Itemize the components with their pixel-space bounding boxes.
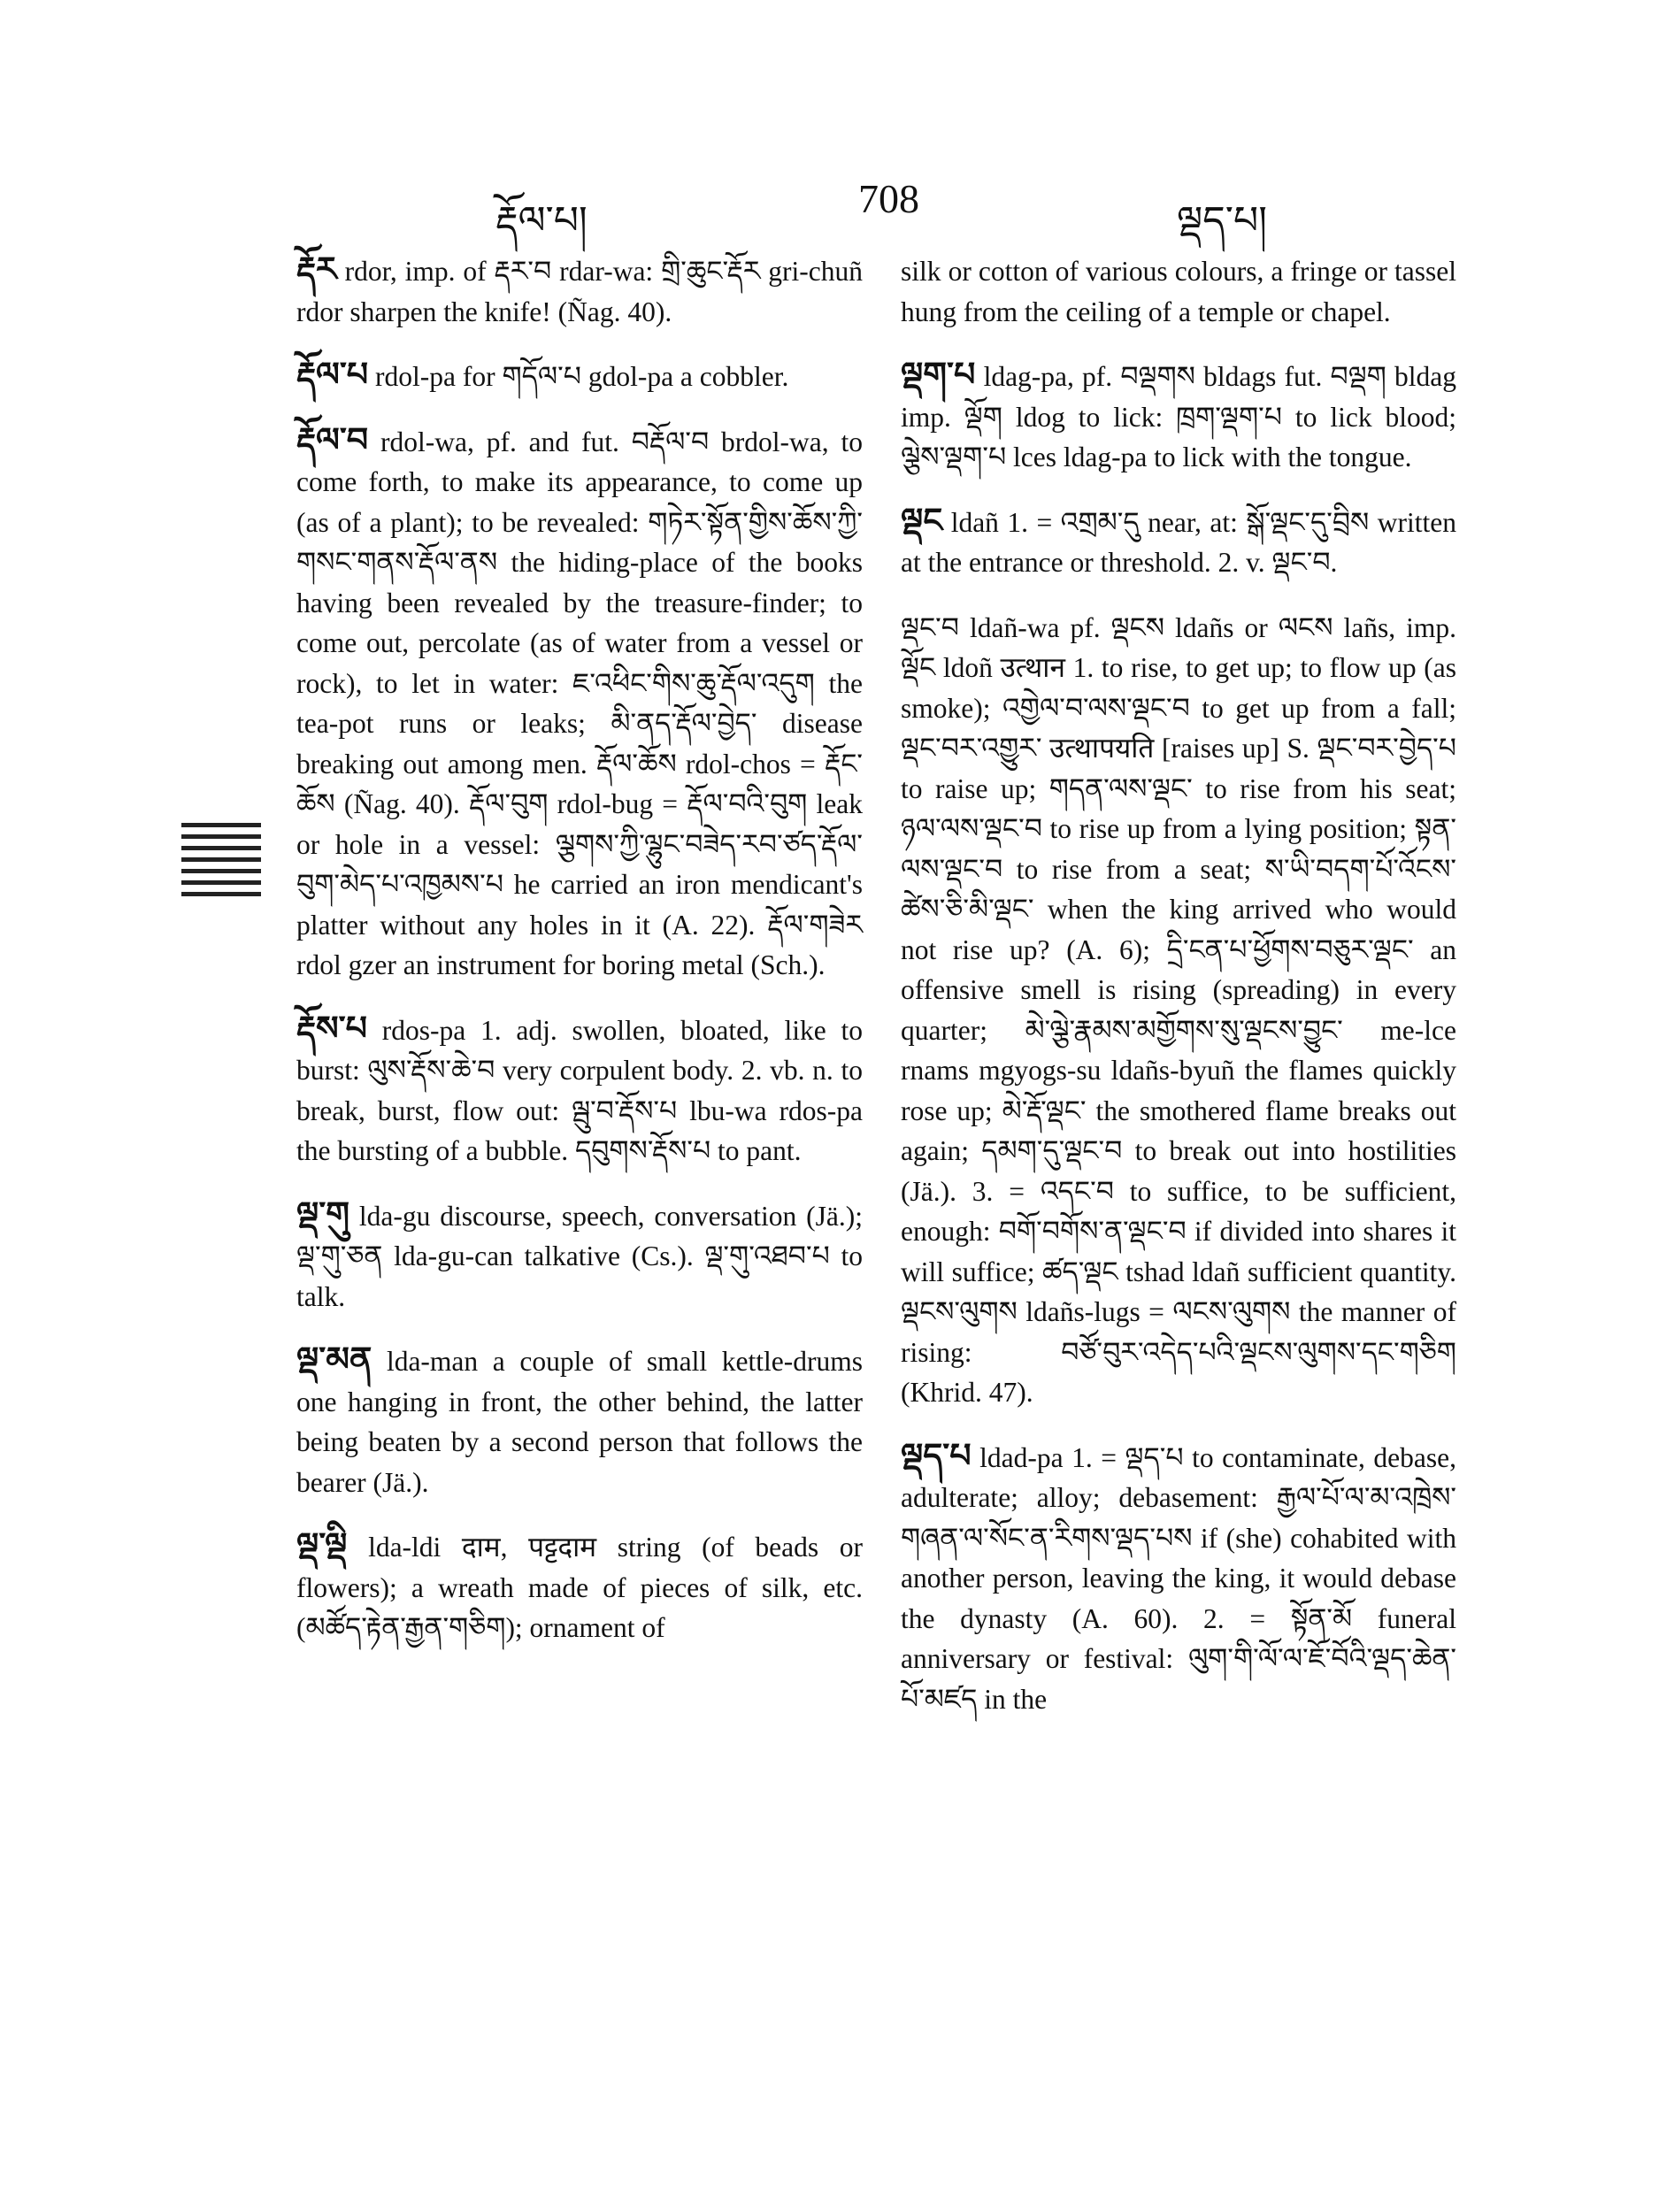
entry-text: ldad-pa 1. = ལྡད་པ to contaminate, debase, adulterate; alloy; debasement: རྒྱལ་པོ་ལ་མ་འཁྲེས་གཞན་ལ་སོང་ན་རིགས་ལྡད་པས if (she) cohabited with another person, leaving the king, it would debase the dynasty (A. 60). 2. = སྟོན་མོ funeral anniversary or festival: ལུག་གི་ལོ་ལ་ཇོ་བོའི་ལྡད་ཆེན་པོ་མཛད in the bbox=[901, 1441, 1456, 1715]
entry-text: ldañ 1. = འགྲམ་དུ near, at: སྒོ་ལྡང་དུ་བྲིས written at the entrance or threshold. 2. v. ལྡང་བ. bbox=[901, 506, 1456, 578]
entry-text: ལྡང་བ ldañ-wa pf. ལྡངས ldañs or ལངས lañs, imp. ལྡོང ldoñ उत्थान 1. to rise, to get up; to flow up (as smoke); འགྱེལ་བ་ལས་ལྡང་བ to get up from a fall; ལྡང་བར་འགྱུར་ उत्थापयति [raises up] S. ལྡང་བར་བྱེད་པ to raise up; གདན་ལས་ལྡང་ to rise from his seat; ཉལ་ལས་ལྡང་བ to rise up from a lying position; སྟན་ལས་ལྡང་བ to rise from a seat; ས་ཡི་བདག་པོ་འོངས་ཚེས་ཅི་མི་ལྡང་ when the king arrived who would not rise up? (A. 6); དྲི་ངན་པ་ཕྱོགས་བཅུར་ལྡང་ an offensive smell is rising (spreading) in every quarter; མེ་ལྕེ་རྣམས་མགྱོགས་སུ་ལྡངས་བྱུང་ me-lce rnams mgyogs-su ldañs-byuñ the flames quickly rose up; མེ་རྡོ་ལྡང་ the smothered flame breaks out again; དམག་དུ་ལྡང་བ to break out into hostilities (Jä.). 3. = འདང་བ to suffice, to be sufficient, enough: བགོ་བགོས་ན་ལྡང་བ if divided into shares it will suffice; ཚད་ལྡང tshad ldañ sufficient quantity. ལྡངས་ལུགས ldañs-lugs = ལངས་ལུགས the manner of rising: བཙོ་བུར་འདེད་པའི་ལྡངས་ལུགས་དང་གཅིག (Khrid. 47). bbox=[901, 611, 1456, 1408]
margin-ornament-icon bbox=[181, 823, 261, 911]
entry-headword: རྡོལ་པ bbox=[296, 355, 369, 394]
page-header bbox=[292, 168, 1478, 243]
dictionary-entry bbox=[901, 355, 1456, 478]
left-column bbox=[296, 250, 863, 1671]
entry-text: ldag-pa, pf. བལྡགས bldags fut. བལྡག bldag imp. ལྡོག ldog to lick: ཁྲག་ལྡག་པ to lick blood; ལྕེས་ལྡག་པ lces ldag-pa to lick with the tongue. bbox=[901, 361, 1456, 472]
dictionary-entry bbox=[296, 1009, 863, 1171]
left-running-head: རྡོལ་པ། bbox=[495, 198, 588, 243]
entry-text: lda-ldi दाम, पट्टदाम string (of beads or flowers); a wreath made of pieces of silk, etc. (མཚོད་རྟེན་རྒྱན་གཅིག); ornament of bbox=[296, 1532, 863, 1643]
entry-text: lda-man a couple of small kettle-drums one hanging in front, the other behind, the latter being beaten by a second person that follows the bearer (Jä.). bbox=[296, 1346, 863, 1498]
dictionary-entry bbox=[296, 250, 863, 332]
dictionary-entry bbox=[296, 355, 863, 397]
entry-text: rdol-pa for གདོལ་པ gdol-pa a cobbler. bbox=[375, 361, 789, 392]
entry-headword: རྡོས་པ bbox=[296, 1008, 367, 1048]
dictionary-entry bbox=[296, 1194, 863, 1317]
entry-headword: ལྡ་མན bbox=[296, 1340, 373, 1379]
dictionary-entry bbox=[901, 606, 1456, 1413]
dictionary-entry bbox=[296, 420, 863, 986]
entry-headword: ལྡག་པ bbox=[901, 355, 976, 394]
dictionary-entry bbox=[296, 1525, 863, 1648]
entry-headword: ལྡང bbox=[901, 500, 943, 540]
entry-headword: ལྡ་ལྡི bbox=[296, 1525, 348, 1564]
entry-headword: རྡོར bbox=[296, 250, 337, 288]
entry-headword: རྡོལ་བ bbox=[296, 419, 369, 459]
dictionary-entry bbox=[901, 501, 1456, 583]
dictionary-entry bbox=[901, 1436, 1456, 1720]
entry-text: rdos-pa 1. adj. swollen, bloated, like to burst: ལུས་རྡོས་ཆེ་བ very corpulent body. 2. vb. n. to break, burst, flow out: ལྦུ་བ་རྡོས་པ lbu-wa rdos-pa the bursting of a bubble. དབུགས་རྡོས་པ to pant. bbox=[296, 1014, 863, 1166]
page-number: 708 bbox=[858, 176, 919, 221]
entry-headword: ལྡ་གུ bbox=[296, 1194, 350, 1233]
dictionary-entry-continued bbox=[901, 250, 1456, 332]
entry-headword: ལྡད་པ bbox=[901, 1435, 972, 1475]
entry-text: rdor, imp. of རྡར་བ rdar-wa: གྲི་ཆུང་རྡོར gri-chuñ rdor sharpen the knife! (Ñag. 40). bbox=[296, 256, 864, 327]
right-running-head: ལྡད་པ། bbox=[1177, 198, 1267, 243]
entry-text: silk or cotton of various colours, a fringe or tassel hung from the ceiling of a temple or chapel. bbox=[901, 256, 1456, 327]
dictionary-entry bbox=[296, 1340, 863, 1502]
right-column bbox=[901, 250, 1456, 1742]
entry-text: rdol-wa, pf. and fut. བརྡོལ་བ brdol-wa, to come forth, to make its appearance, to come up (as of a plant); to be revealed: གཏེར་སྟོན་གྱིས་ཆོས་ཀྱི་གསང་གནས་རྡོལ་ནས the hiding-place of the books having been revealed by the treasure-finder; to come out, percolate (as of water from a vessel or rock), to let in water: ཇ་འཕིང་གིས་ཆུ་རྡོལ་འདུག the tea-pot runs or leaks; མི་ནད་རྡོལ་བྱེད་ disease breaking out among men. རྡོལ་ཆོས rdol-chos = རྡོང་ཆོས (Ñag. 40). རྡོལ་བུག rdol-bug = རྡོལ་བའི་བུག leak or hole in a vessel: ལྕགས་ཀྱི་ལྷུང་བཟེད་རབ་ཙད་རྡོལ་བུག་མེད་པ་འཁྱམས་པ he carried an iron mendicant's platter without any holes in it (A. 22). རྡོལ་གཟེར rdol gzer an instrument for boring metal (Sch.). bbox=[296, 426, 863, 980]
entry-text: lda-gu discourse, speech, conversation (Jä.); ལྡ་གུ་ཅན lda-gu-can talkative (Cs.). ལྡ་གུ་འཐབ་པ to talk. bbox=[296, 1200, 864, 1312]
